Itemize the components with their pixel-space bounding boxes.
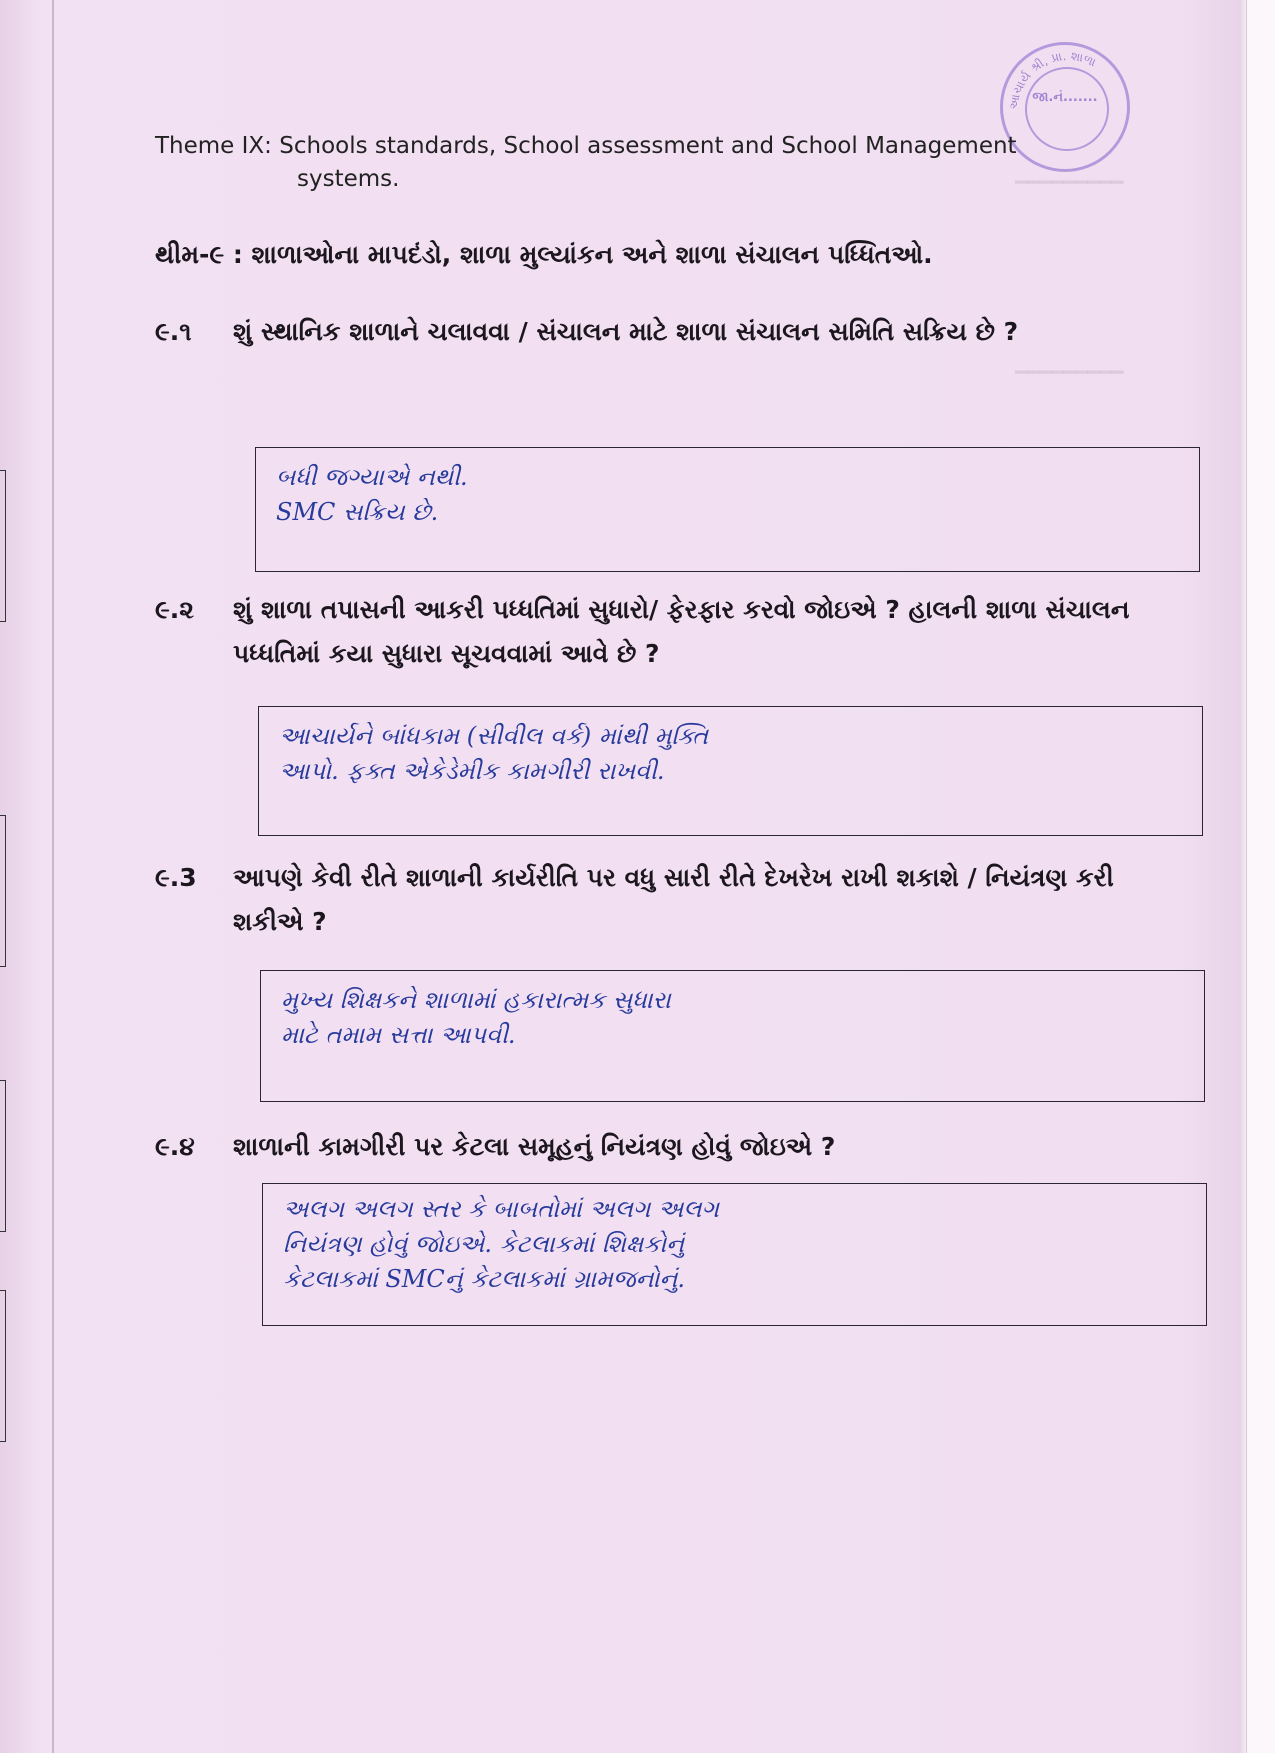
answer-box-9-1 — [255, 447, 1200, 572]
question-number: ૯.૪ — [155, 1132, 195, 1161]
seal-ring-text: આચાર્ય શ્રી, પ્રા. શાળા — [1006, 48, 1099, 111]
question-text: શું શાળા તપાસની આકરી પધ્ધતિમાં સુધારો/ ફેરફાર કરવો જોઇએ ? હાલની શાળા સંચાલન પધ્ધતિમાં કયા સુધારા સૂચવવામાં આવે છે ? — [233, 595, 1130, 668]
seal-text: જા.નં....... — [1032, 90, 1098, 105]
left-edge-mark — [0, 1080, 6, 1232]
question-text: શું સ્થાનિક શાળાને ચલાવવા / સંચાલન માટે શાળા સંચાલન સમિતિ સક્રિય છે ? — [233, 317, 1019, 346]
answer-box-9-4 — [262, 1183, 1207, 1326]
answer-line: આપો. ફક્ત એકેડેમીક કામગીરી રાખવી. — [279, 756, 665, 785]
question-text: શાળાની કામગીરી પર કેટલા સમૂહનું નિયંત્રણ હોવું જોઇએ ? — [233, 1132, 836, 1161]
answer-line: નિયંત્રણ હોવું જોઇએ. કેટલાકમાં શિક્ષકોનું — [283, 1229, 685, 1258]
answer-line: આચાર્યને બાંધકામ (સીવીલ વર્ક) માંથી મુક્તિ — [279, 722, 708, 750]
binding-line — [52, 0, 54, 1753]
left-edge-mark — [0, 815, 6, 967]
theme-heading-gujarati: થીમ-૯ : શાળાઓના માપદંડો, શાળા મુલ્યાંકન અને શાળા સંચાલન પધ્ધિતઓ. — [155, 240, 933, 269]
answer-line: મુખ્ય શિક્ષકને શાળામાં હકારાત્મક સુધારા — [281, 986, 671, 1014]
question-9-4 — [155, 1125, 1155, 1169]
answer-line: બધી જગ્યાએ નથી. — [276, 463, 468, 491]
answer-line: કેટલાકમાં SMCનું કેટલાકમાં ગ્રામજનોનું. — [283, 1264, 685, 1293]
question-9-2 — [155, 588, 1155, 676]
question-number: ૯.3 — [155, 863, 197, 892]
answer-box-9-2 — [258, 706, 1203, 836]
theme-english-line2: systems. — [297, 166, 400, 193]
theme-heading-english — [155, 130, 1145, 197]
theme-english-line1: Theme IX: Schools standards, School assessment and School Management — [155, 133, 1017, 159]
question-number: ૯.૧ — [155, 317, 192, 346]
answer-line: SMC સક્રિય છે. — [276, 497, 439, 526]
page-edge-strip — [1246, 0, 1275, 1753]
question-text: આપણે કેવી રીતે શાળાની કાર્યરીતિ પર વધુ સારી રીતે દેખરેખ રાખી શકાશે / નિયંત્રણ કરી શકીએ ? — [233, 863, 1114, 936]
answer-line: અલગ અલગ સ્તર કે બાબતોમાં અલગ અલગ — [283, 1195, 720, 1223]
left-edge-mark — [0, 1290, 6, 1442]
answer-box-9-3 — [260, 970, 1205, 1102]
bleed-through: ━━━━━━━━━ — [1015, 170, 1124, 194]
question-9-3 — [155, 856, 1155, 944]
bleed-through: ━━━━━━━━━ — [1015, 360, 1124, 384]
left-edge-mark — [0, 470, 6, 622]
question-number: ૯.૨ — [155, 595, 194, 624]
answer-line: માટે તમામ સત્તા આપવી. — [281, 1020, 516, 1049]
question-9-1 — [155, 310, 1155, 354]
